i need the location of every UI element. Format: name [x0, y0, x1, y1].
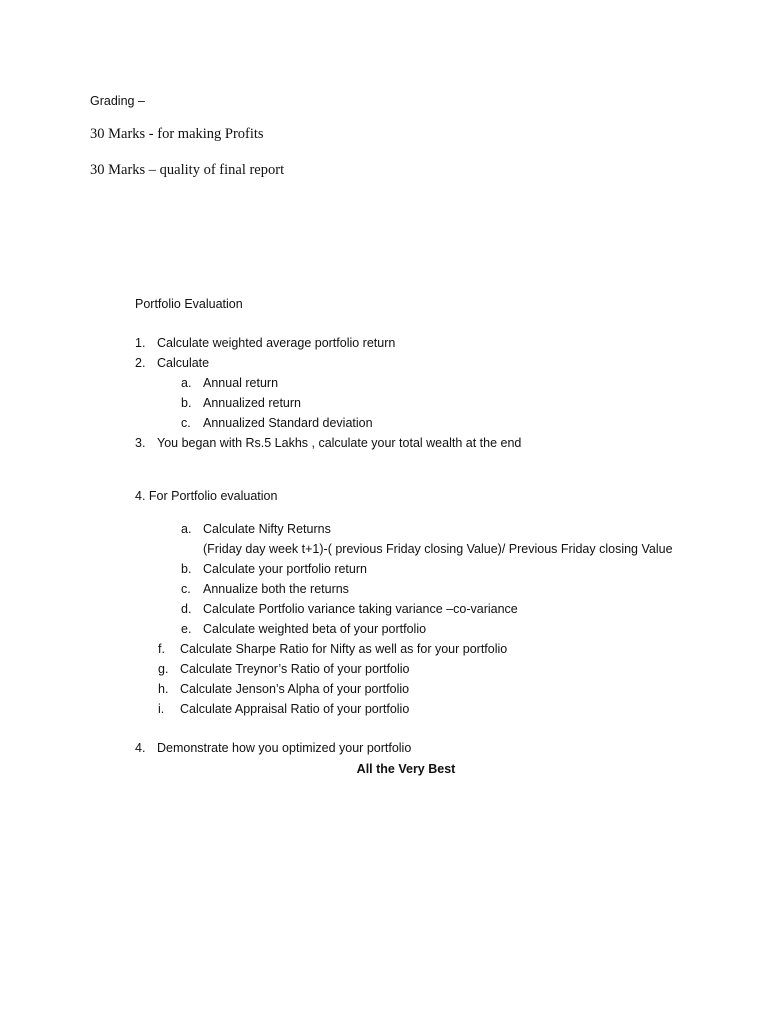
evaluation-item-i — [158, 703, 409, 716]
list-marker: 4. — [135, 741, 146, 755]
evaluation-marker: h. — [158, 682, 169, 696]
evaluation-item-g — [158, 663, 410, 676]
list-item-text: Calculate weighted average portfolio return — [157, 336, 396, 350]
list-item-2 — [135, 357, 209, 370]
report-marks-line: 30 Marks – quality of final report — [90, 162, 285, 178]
list-marker: 3. — [135, 436, 146, 450]
list-item-1 — [135, 337, 395, 350]
list-marker: 1. — [135, 336, 146, 350]
closing-message: All the Very Best — [356, 762, 456, 776]
sublist-item-b — [181, 397, 301, 410]
list-item-text: You began with Rs.5 Lakhs , calculate your total wealth at the end — [157, 436, 522, 450]
evaluation-item-text: Calculate Appraisal Ratio of your portfolio — [180, 702, 410, 716]
final-list-item-4 — [135, 742, 411, 755]
sublist-marker: b. — [181, 396, 192, 410]
evaluation-marker: e. — [181, 622, 192, 636]
evaluation-item-h — [158, 683, 409, 696]
sublist-item-text: Annualized Standard deviation — [203, 416, 373, 430]
sublist-item-a — [181, 377, 278, 390]
evaluation-marker: i. — [158, 702, 165, 716]
list-item-text: Calculate — [157, 356, 210, 370]
evaluation-item-text: Calculate Sharpe Ratio for Nifty as well as for your portfolio — [180, 642, 508, 656]
list-item-3 — [135, 437, 521, 450]
list-item-text: Demonstrate how you optimized your portfolio — [157, 741, 412, 755]
portfolio-evaluation-heading: Portfolio Evaluation — [135, 297, 243, 311]
evaluation-marker: b. — [181, 562, 192, 576]
evaluation-marker: a. — [181, 522, 192, 536]
evaluation-item-f — [158, 643, 507, 656]
evaluation-item-d — [181, 603, 518, 616]
evaluation-item-text: Annualize both the returns — [203, 582, 349, 596]
evaluation-item-text: Calculate your portfolio return — [203, 562, 367, 576]
sublist-item-text: Annualized return — [203, 396, 301, 410]
sublist-item-text: Annual return — [203, 376, 279, 390]
evaluation-marker: f. — [158, 642, 165, 656]
evaluation-item-text: Calculate Portfolio variance taking variance –co-variance — [203, 602, 518, 616]
profits-marks-line: 30 Marks - for making Profits — [90, 126, 264, 142]
evaluation-item-b — [181, 563, 367, 576]
evaluation-item-c — [181, 583, 349, 596]
sublist-item-c — [181, 417, 373, 430]
evaluation-marker: c. — [181, 582, 191, 596]
evaluation-item-text: Calculate Treynor’s Ratio of your portfolio — [180, 662, 410, 676]
for-portfolio-evaluation-heading: 4. For Portfolio evaluation — [135, 489, 278, 503]
evaluation-item-e — [181, 623, 426, 636]
evaluation-item-text: Calculate Nifty Returns — [203, 522, 331, 536]
list-marker: 2. — [135, 356, 146, 370]
evaluation-item-text: Calculate Jenson’s Alpha of your portfolio — [180, 682, 410, 696]
evaluation-item-text: Calculate weighted beta of your portfolio — [203, 622, 427, 636]
evaluation-marker: g. — [158, 662, 169, 676]
evaluation-marker: d. — [181, 602, 192, 616]
grading-title: Grading – — [90, 94, 145, 108]
sublist-marker: c. — [181, 416, 191, 430]
evaluation-formula-text: (Friday day week t+1)-( previous Friday closing Value)/ Previous Friday closing Value — [203, 542, 673, 556]
sublist-marker: a. — [181, 376, 192, 390]
evaluation-item-a — [181, 523, 331, 536]
